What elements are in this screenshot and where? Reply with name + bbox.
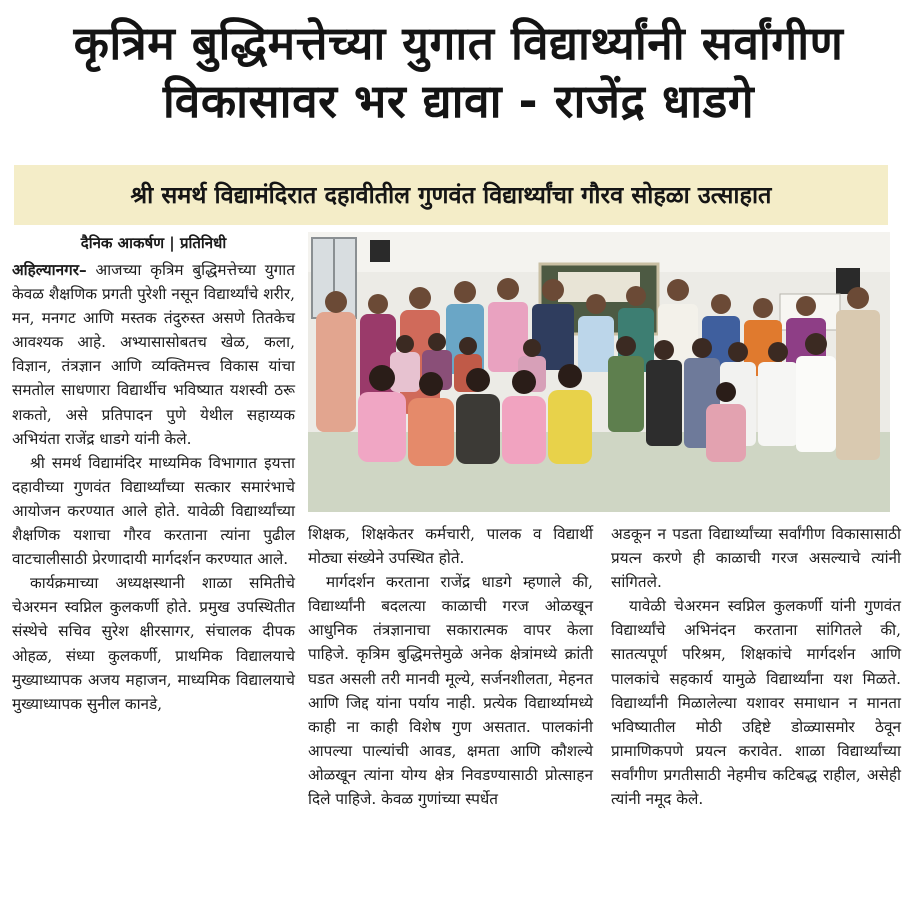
group-photo — [308, 232, 890, 512]
headline-line-2: विकासावर भर द्यावा - राजेंद्र धाडगे — [162, 74, 755, 128]
byline: दैनिक आकर्षण | प्रतिनिधी — [80, 234, 227, 252]
article-paragraph: कार्यक्रमाच्या अध्यक्षस्थानी शाळा समितीचे चेअरमन स्वप्निल कुलकर्णी होते. प्रमुख उपस्थितीत संस्थेचे सचिव सुरेश क्षीरसागर, संचालक दीपक ओहळ, संध्या कुलकर्णी, प्राथमिक विद्यालयाचे मुख्याध्यापक अजय महाजन, माध्यमिक विद्यालयाचे मुख्याध्यापक सुनील कानडे, — [12, 574, 295, 713]
dateline: अहिल्यानगर– — [12, 261, 87, 279]
article-paragraph: यावेळी चेअरमन स्वप्निल कुलकर्णी यांनी गुणवंत विद्यार्थ्यांचे अभिनंदन करताना सांगितले की, सातत्यपूर्ण परिश्रम, शिक्षकांचे मार्गदर्शन आणि पालकांचे सहकार्य यामुळे विद्यार्थ्यांना यश मिळते. विद्यार्थ्यांनी मिळालेल्या यशावर समाधान न मानता भविष्यातील मोठी उद्दिष्टे डोळ्यासमोर ठेवून प्रामाणिकपणे प्रयत्न करावेत. शाळा विद्यार्थ्यांच्या सर्वांगीण प्रगतीसाठी नेहमीच कटिबद्ध राहील, असेही त्यांनी नमूद केले. — [611, 597, 901, 809]
article-column-2 — [308, 522, 593, 811]
headline — [10, 14, 907, 130]
article-paragraph: शिक्षक, शिक्षकेतर कर्मचारी, पालक व विद्यार्थी मोठ्या संख्येने उपस्थित होते. — [308, 525, 593, 568]
article-paragraph: श्री समर्थ विद्यामंदिर माध्यमिक विभागात इयत्ता दहावीच्या गुणवंत विद्यार्थ्यांच्या सत्कार समारंभाचे आयोजन करण्यात आले होते. यावेळी विद्यार्थ्यांच्या शैक्षणिक यशाचा गौरव करताना त्यांना पुढील वाटचालीसाठी प्रेरणादायी मार्गदर्शन करण्यात आले. — [12, 453, 295, 569]
article-column-1 — [12, 258, 295, 716]
article-paragraph-text: आजच्या कृत्रिम बुद्धिमत्तेच्या युगात केवळ शैक्षणिक प्रगती पुरेशी नसून विद्यार्थ्यांचे शरीर, मन, मनगट आणि मस्तक तंदुरुस्त असणे तितकेच आवश्यक आहे. अभ्यासासोबतच खेळ, कला, विज्ञान, तंत्रज्ञान आणि व्यक्तिमत्त्व विकास यांचा समतोल साधणारा विद्यार्थीच भविष्यात यशस्वी ठरू शकतो, असे प्रतिपादन पुणे येथील सहाय्यक अभियंता राजेंद्र धाडगे यांनी केले. — [12, 261, 295, 448]
article-column-3 — [611, 522, 901, 811]
headline-line-1: कृत्रिम बुद्धिमत्तेच्या युगात विद्यार्थ्यांनी सर्वांगीण — [73, 16, 844, 70]
subheadline: श्री समर्थ विद्यामंदिरात दहावीतील गुणवंत विद्यार्थ्यांचा गौरव सोहळा उत्साहात — [14, 165, 888, 225]
article-paragraph: मार्गदर्शन करताना राजेंद्र धाडगे म्हणाले की, विद्यार्थ्यांनी बदलत्या काळाची गरज ओळखून आधुनिक तंत्रज्ञानाचा सकारात्मक वापर केला पाहिजे. कृत्रिम बुद्धिमत्तेमुळे अनेक क्षेत्रांमध्ये क्रांती घडत असली तरी मानवी मूल्ये, सर्जनशीलता, मेहनत आणि जिद्द यांना पर्याय नाही. प्रत्येक विद्यार्थ्यामध्ये काही ना काही विशेष गुण असतात. पालकांनी आपल्या पाल्यांची आवड, क्षमता आणि कौशल्ये ओळखून त्यांना योग्य क्षेत्र निवडण्यासाठी प्रोत्साहन दिले पाहिजे. केवळ गुणांच्या स्पर्धेत — [308, 573, 593, 809]
article-paragraph: अडकून न पडता विद्यार्थ्यांच्या सर्वांगीण विकासासाठी प्रयत्न करणे ही काळाची गरज असल्याचे त्यांनी सांगितले. — [611, 525, 901, 592]
group-photo-image — [308, 232, 890, 512]
article-paragraph — [12, 258, 295, 451]
